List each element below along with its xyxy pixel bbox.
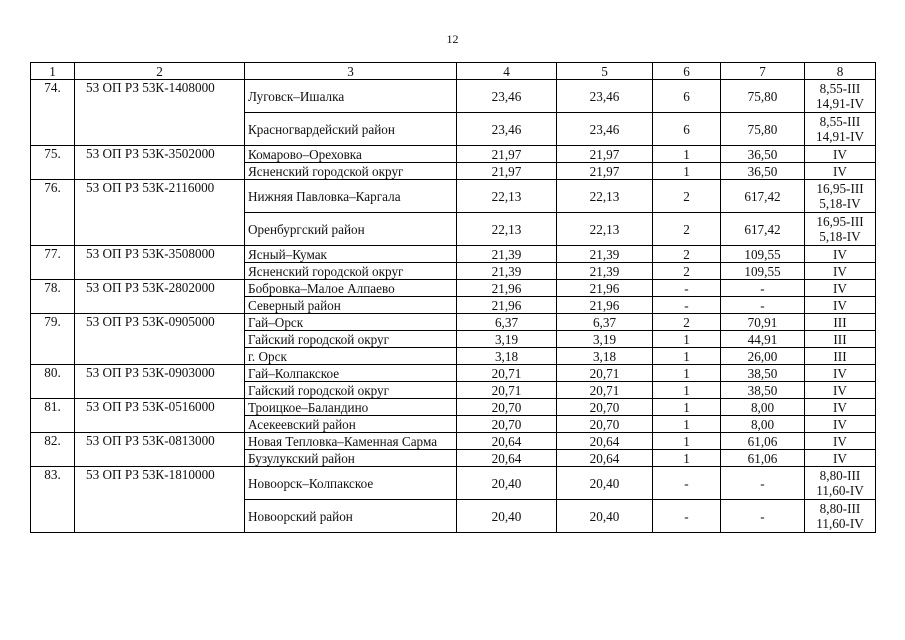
category-cell (805, 399, 876, 416)
value-cell: 75,80 (721, 80, 805, 113)
length-cell: 22,13 (557, 180, 653, 213)
count-cell: - (653, 467, 721, 500)
length-cell: 20,70 (457, 399, 557, 416)
count-cell: - (653, 297, 721, 314)
category-cell (805, 80, 876, 113)
category-cell (805, 280, 876, 297)
length-cell: 20,64 (557, 450, 653, 467)
category-cell (805, 113, 876, 146)
category-line: 14,91-IV (816, 96, 864, 111)
category-line: IV (833, 146, 847, 162)
table-row (31, 433, 876, 450)
table-row (31, 280, 876, 297)
length-cell: 21,39 (557, 246, 653, 263)
category-line: 16,95-III (816, 214, 864, 229)
header-cell: 5 (557, 63, 653, 80)
category-line: III (833, 314, 847, 330)
road-name-cell: Нижняя Павловка–Каргала (245, 180, 457, 213)
category-cell (805, 365, 876, 382)
category-line: 8,55-III (819, 114, 861, 129)
length-cell: 6,37 (557, 314, 653, 331)
road-index-cell: 53 ОП РЗ 53К-1810000 (75, 467, 245, 533)
row-number-cell: 80. (31, 365, 75, 399)
category-cell (805, 213, 876, 246)
length-cell: 20,71 (557, 365, 653, 382)
length-cell: 20,70 (557, 399, 653, 416)
value-cell: 26,00 (721, 348, 805, 365)
category-cell (805, 314, 876, 331)
length-cell: 23,46 (557, 80, 653, 113)
table-row (31, 314, 876, 331)
value-cell: - (721, 500, 805, 533)
table-row (31, 467, 876, 500)
count-cell: 1 (653, 416, 721, 433)
road-name-cell: Ясненский городской округ (245, 163, 457, 180)
length-cell: 20,70 (557, 416, 653, 433)
category-cell (805, 416, 876, 433)
length-cell: 20,40 (557, 467, 653, 500)
table-row (31, 80, 876, 113)
value-cell: 617,42 (721, 180, 805, 213)
length-cell: 21,96 (457, 280, 557, 297)
length-cell: 21,39 (457, 263, 557, 280)
road-name-cell: Асекеевский район (245, 416, 457, 433)
row-number-cell: 76. (31, 180, 75, 246)
length-cell: 21,96 (557, 297, 653, 314)
category-line: 11,60-IV (816, 516, 864, 531)
category-line: 16,95-III (816, 181, 864, 196)
count-cell: 2 (653, 180, 721, 213)
road-index-cell: 53 ОП РЗ 53К-0516000 (75, 399, 245, 433)
category-cell (805, 500, 876, 533)
road-name-cell: Бобровка–Малое Алпаево (245, 280, 457, 297)
length-cell: 3,18 (457, 348, 557, 365)
category-line: III (833, 348, 847, 364)
value-cell: 70,91 (721, 314, 805, 331)
road-name-cell: Ясненский городской округ (245, 263, 457, 280)
header-cell: 7 (721, 63, 805, 80)
table-row (31, 399, 876, 416)
row-number-cell: 78. (31, 280, 75, 314)
category-line: IV (833, 297, 847, 313)
table-row (31, 180, 876, 213)
value-cell: 109,55 (721, 246, 805, 263)
category-cell (805, 146, 876, 163)
road-name-cell: Северный район (245, 297, 457, 314)
count-cell: 2 (653, 246, 721, 263)
length-cell: 22,13 (457, 213, 557, 246)
value-cell: 61,06 (721, 450, 805, 467)
length-cell: 20,70 (457, 416, 557, 433)
category-line: 5,18-IV (819, 229, 861, 244)
table-row (31, 146, 876, 163)
category-cell (805, 163, 876, 180)
table-row (31, 365, 876, 382)
road-name-cell: Гайский городской округ (245, 331, 457, 348)
road-name-cell: Новоорск–Колпакское (245, 467, 457, 500)
count-cell: 1 (653, 146, 721, 163)
row-number-cell: 74. (31, 80, 75, 146)
table-body (31, 63, 876, 533)
road-name-cell: Гайский городской округ (245, 382, 457, 399)
category-line: 8,80-III (819, 501, 861, 516)
count-cell: - (653, 500, 721, 533)
header-cell: 2 (75, 63, 245, 80)
length-cell: 22,13 (457, 180, 557, 213)
category-line: 14,91-IV (816, 129, 864, 144)
road-name-cell: Луговск–Ишалка (245, 80, 457, 113)
road-index-cell: 53 ОП РЗ 53К-3502000 (75, 146, 245, 180)
road-name-cell: Красногвардейский район (245, 113, 457, 146)
header-cell: 1 (31, 63, 75, 80)
length-cell: 3,18 (557, 348, 653, 365)
category-line: 8,55-III (819, 81, 861, 96)
road-name-cell: Оренбургский район (245, 213, 457, 246)
count-cell: 1 (653, 399, 721, 416)
road-name-cell: Гай–Орск (245, 314, 457, 331)
value-cell: 8,00 (721, 416, 805, 433)
category-cell (805, 382, 876, 399)
road-name-cell: Троицкое–Баландино (245, 399, 457, 416)
category-cell (805, 246, 876, 263)
category-cell (805, 348, 876, 365)
category-line: IV (833, 450, 847, 466)
value-cell: - (721, 467, 805, 500)
road-name-cell: Бузулукский район (245, 450, 457, 467)
length-cell: 23,46 (457, 80, 557, 113)
category-line: IV (833, 163, 847, 179)
row-number-cell: 82. (31, 433, 75, 467)
header-cell: 6 (653, 63, 721, 80)
count-cell: 6 (653, 80, 721, 113)
road-index-cell: 53 ОП РЗ 53К-0905000 (75, 314, 245, 365)
road-name-cell: Ясный–Кумак (245, 246, 457, 263)
category-line: IV (833, 365, 847, 381)
road-index-cell: 53 ОП РЗ 53К-0813000 (75, 433, 245, 467)
category-line: IV (833, 382, 847, 398)
category-cell (805, 180, 876, 213)
count-cell: 2 (653, 263, 721, 280)
length-cell: 21,97 (457, 163, 557, 180)
length-cell: 20,64 (457, 433, 557, 450)
length-cell: 21,96 (557, 280, 653, 297)
length-cell: 23,46 (457, 113, 557, 146)
header-cell: 4 (457, 63, 557, 80)
category-line: 11,60-IV (816, 483, 864, 498)
count-cell: 1 (653, 382, 721, 399)
count-cell: 1 (653, 331, 721, 348)
road-name-cell: Комарово–Ореховка (245, 146, 457, 163)
value-cell: 38,50 (721, 382, 805, 399)
header-cell: 8 (805, 63, 876, 80)
roads-table (30, 62, 876, 533)
road-name-cell: Гай–Колпакское (245, 365, 457, 382)
value-cell: 36,50 (721, 146, 805, 163)
length-cell: 20,64 (557, 433, 653, 450)
length-cell: 21,97 (457, 146, 557, 163)
value-cell: 61,06 (721, 433, 805, 450)
length-cell: 21,96 (457, 297, 557, 314)
count-cell: 2 (653, 213, 721, 246)
category-line: 8,80-III (819, 468, 861, 483)
category-cell (805, 450, 876, 467)
category-cell (805, 263, 876, 280)
length-cell: 20,71 (457, 365, 557, 382)
category-line: IV (833, 263, 847, 279)
count-cell: 1 (653, 163, 721, 180)
header-row (31, 63, 876, 80)
road-name-cell: г. Орск (245, 348, 457, 365)
length-cell: 20,64 (457, 450, 557, 467)
length-cell: 23,46 (557, 113, 653, 146)
value-cell: 75,80 (721, 113, 805, 146)
category-line: III (833, 331, 847, 347)
length-cell: 20,71 (557, 382, 653, 399)
road-index-cell: 53 ОП РЗ 53К-2116000 (75, 180, 245, 246)
count-cell: 1 (653, 365, 721, 382)
value-cell: 109,55 (721, 263, 805, 280)
length-cell: 20,40 (457, 500, 557, 533)
table-row (31, 246, 876, 263)
length-cell: 22,13 (557, 213, 653, 246)
count-cell: 2 (653, 314, 721, 331)
category-cell (805, 467, 876, 500)
value-cell: - (721, 280, 805, 297)
category-line: IV (833, 280, 847, 296)
category-cell (805, 433, 876, 450)
length-cell: 20,40 (557, 500, 653, 533)
category-line: IV (833, 399, 847, 415)
row-number-cell: 83. (31, 467, 75, 533)
count-cell: 1 (653, 450, 721, 467)
value-cell: 36,50 (721, 163, 805, 180)
category-cell (805, 297, 876, 314)
category-line: 5,18-IV (819, 196, 861, 211)
length-cell: 3,19 (457, 331, 557, 348)
road-index-cell: 53 ОП РЗ 53К-2802000 (75, 280, 245, 314)
length-cell: 21,97 (557, 163, 653, 180)
category-line: IV (833, 246, 847, 262)
road-name-cell: Новоорский район (245, 500, 457, 533)
length-cell: 21,39 (457, 246, 557, 263)
length-cell: 3,19 (557, 331, 653, 348)
count-cell: 6 (653, 113, 721, 146)
road-index-cell: 53 ОП РЗ 53К-1408000 (75, 80, 245, 146)
category-cell (805, 331, 876, 348)
value-cell: - (721, 297, 805, 314)
category-line: IV (833, 433, 847, 449)
header-cell: 3 (245, 63, 457, 80)
length-cell: 21,39 (557, 263, 653, 280)
category-line: IV (833, 416, 847, 432)
value-cell: 8,00 (721, 399, 805, 416)
value-cell: 617,42 (721, 213, 805, 246)
road-name-cell: Новая Тепловка–Каменная Сарма (245, 433, 457, 450)
count-cell: - (653, 280, 721, 297)
row-number-cell: 75. (31, 146, 75, 180)
row-number-cell: 79. (31, 314, 75, 365)
length-cell: 20,40 (457, 467, 557, 500)
row-number-cell: 81. (31, 399, 75, 433)
count-cell: 1 (653, 433, 721, 450)
length-cell: 21,97 (557, 146, 653, 163)
road-index-cell: 53 ОП РЗ 53К-0903000 (75, 365, 245, 399)
page-number: 12 (446, 32, 459, 46)
road-index-cell: 53 ОП РЗ 53К-3508000 (75, 246, 245, 280)
value-cell: 38,50 (721, 365, 805, 382)
value-cell: 44,91 (721, 331, 805, 348)
row-number-cell: 77. (31, 246, 75, 280)
count-cell: 1 (653, 348, 721, 365)
length-cell: 6,37 (457, 314, 557, 331)
length-cell: 20,71 (457, 382, 557, 399)
